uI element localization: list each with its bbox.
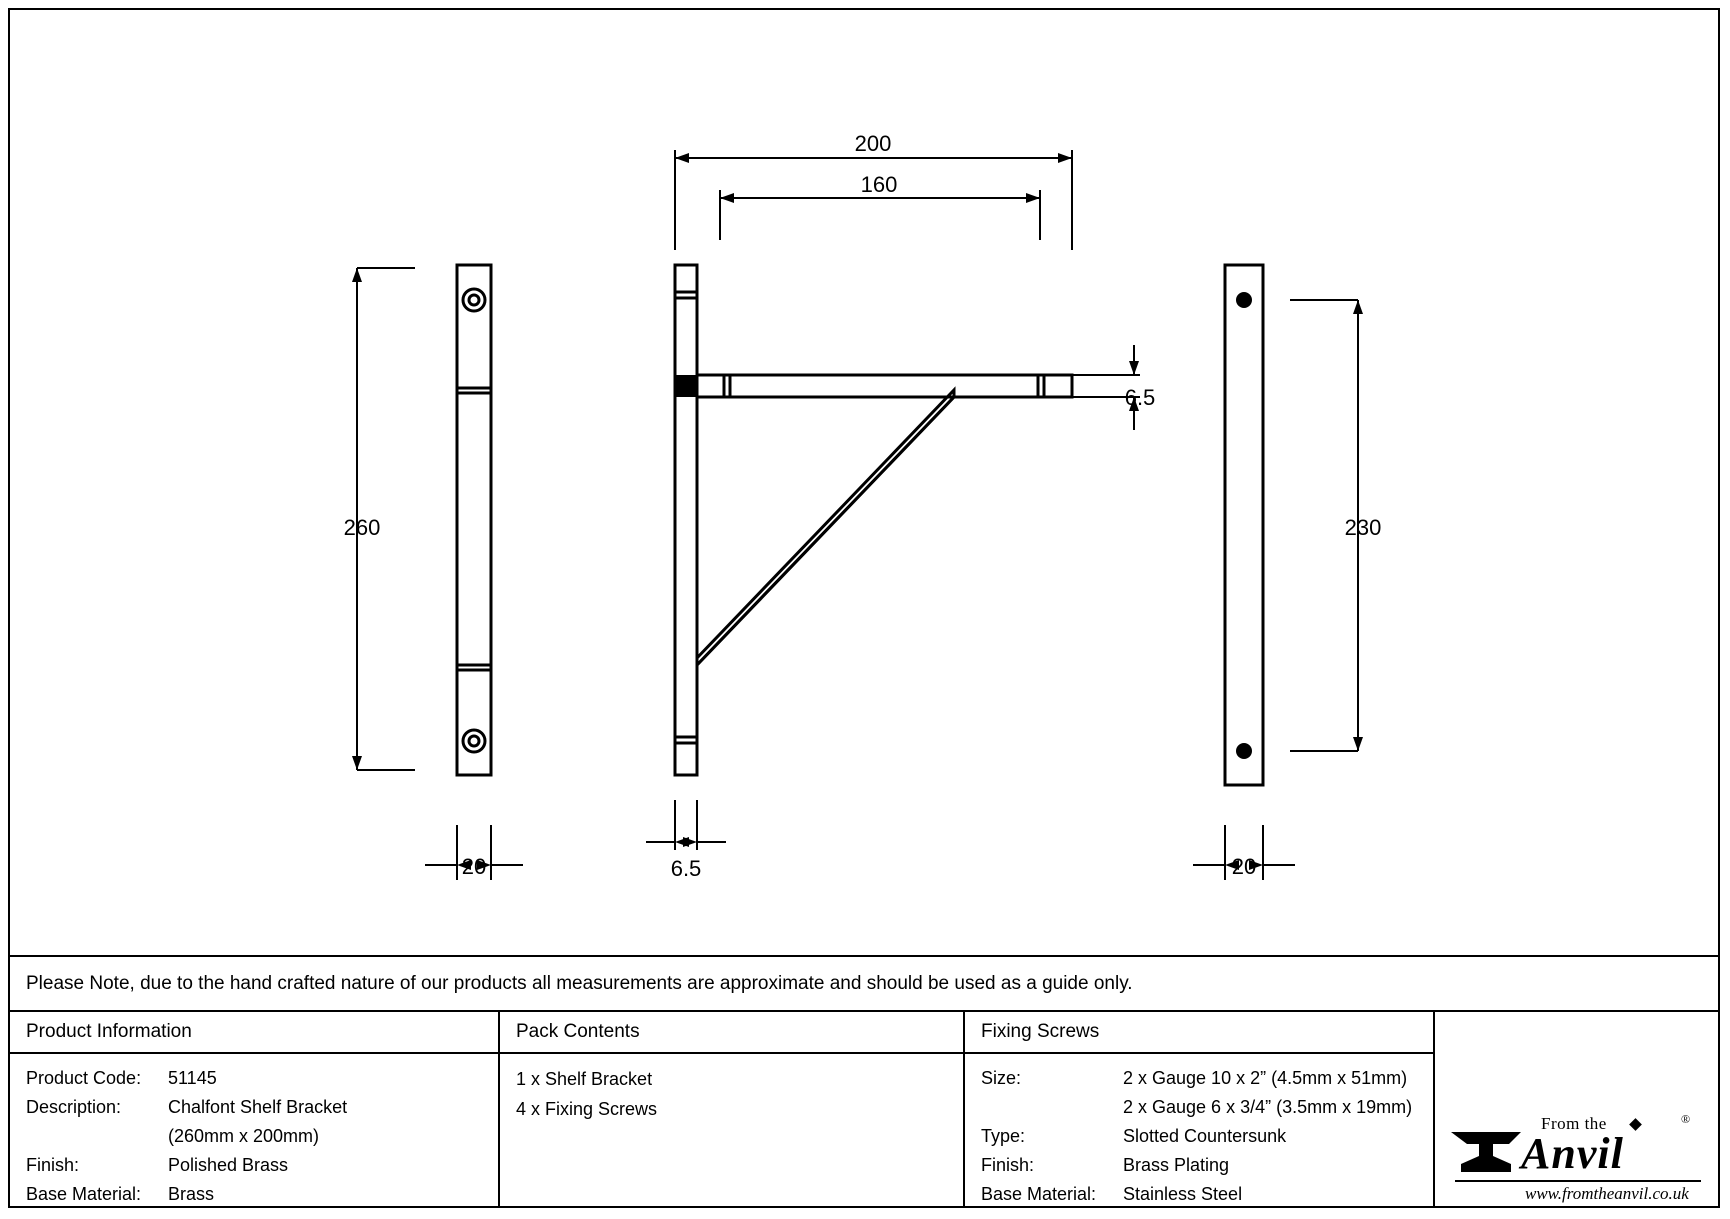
description-row-2 xyxy=(26,1122,498,1151)
product-code-value: 51145 xyxy=(168,1068,217,1088)
measurement-note xyxy=(10,955,1718,1010)
measurement-note-text: Please Note, due to the hand crafted nature of our products all measurements are approximate and should be used as a guide only. xyxy=(26,972,1133,994)
product-information-column xyxy=(10,1012,500,1206)
screw-finish-row xyxy=(981,1151,1433,1180)
screw-size-row xyxy=(981,1064,1433,1093)
pack-contents-heading: Pack Contents xyxy=(500,1012,963,1054)
screw-base-material-value: Stainless Steel xyxy=(1123,1184,1243,1204)
screw-type-row xyxy=(981,1122,1433,1151)
dimension-label-thickness-horizontal: 6.5 xyxy=(1124,385,1156,410)
screw-type-value: Slotted Countersunk xyxy=(1123,1126,1287,1146)
pack-contents-line-1: 1 x Shelf Bracket xyxy=(516,1069,653,1089)
logo-divider xyxy=(1455,1180,1701,1182)
description-label: Description: xyxy=(26,1097,122,1117)
pack-contents-line-2: 4 x Fixing Screws xyxy=(516,1099,658,1119)
brand-logo xyxy=(1435,1012,1718,1208)
dimension-label-thickness-vertical: 6.5 xyxy=(670,856,702,881)
description-size-value: (260mm x 200mm) xyxy=(168,1126,320,1146)
dimension-label-right-height: 230 xyxy=(1344,515,1382,540)
description-row xyxy=(26,1093,498,1122)
dimension-label-side-height: 260 xyxy=(343,515,381,540)
screw-finish-label: Finish: xyxy=(981,1155,1035,1175)
product-code-row xyxy=(26,1064,498,1093)
drawing-sheet xyxy=(8,8,1720,1208)
dimension-label-width-right: 20 xyxy=(1231,854,1257,879)
screw-size-value: 2 x Gauge 10 x 2” (4.5mm x 51mm) xyxy=(1123,1068,1408,1088)
pack-contents-column xyxy=(500,1012,965,1206)
information-tables xyxy=(10,1010,1718,1206)
dimension-label-inner-depth: 160 xyxy=(860,172,898,197)
screw-finish-value: Brass Plating xyxy=(1123,1155,1230,1175)
finish-row xyxy=(26,1151,498,1180)
fixing-screws-column xyxy=(965,1012,1435,1206)
anvil-icon xyxy=(1449,1126,1529,1178)
product-code-label: Product Code: xyxy=(26,1068,142,1088)
brand-logo-column xyxy=(1435,1012,1718,1206)
logo-from-the-text: From the xyxy=(1541,1114,1607,1133)
product-information-heading: Product Information xyxy=(10,1012,498,1054)
screw-base-material-row xyxy=(981,1180,1433,1209)
product-information-body xyxy=(10,1054,498,1209)
finish-value: Polished Brass xyxy=(168,1155,289,1175)
screw-base-material-label: Base Material: xyxy=(981,1184,1097,1204)
screw-size-row-2 xyxy=(981,1093,1433,1122)
description-value: Chalfont Shelf Bracket xyxy=(168,1097,348,1117)
base-material-label: Base Material: xyxy=(26,1184,142,1204)
fixing-screws-heading: Fixing Screws xyxy=(965,1012,1433,1054)
technical-drawing xyxy=(10,10,1718,955)
finish-label: Finish: xyxy=(26,1155,80,1175)
logo-website-url: www.fromtheanvil.co.uk xyxy=(1525,1184,1689,1203)
screw-size-label: Size: xyxy=(981,1068,1022,1088)
screw-size-value-2: 2 x Gauge 6 x 3/4” (3.5mm x 19mm) xyxy=(1123,1097,1413,1117)
screw-type-label: Type: xyxy=(981,1126,1026,1146)
diamond-icon xyxy=(1629,1118,1642,1131)
base-material-value: Brass xyxy=(168,1184,215,1204)
fixing-screws-body xyxy=(965,1054,1433,1209)
dimension-label-overall-depth: 200 xyxy=(854,131,892,156)
dimension-label-width-left: 20 xyxy=(461,854,487,879)
base-material-row xyxy=(26,1180,498,1209)
registered-trademark-icon: ® xyxy=(1681,1112,1691,1126)
logo-brand-name: Anvil xyxy=(1521,1129,1624,1178)
pack-contents-body xyxy=(500,1054,963,1124)
